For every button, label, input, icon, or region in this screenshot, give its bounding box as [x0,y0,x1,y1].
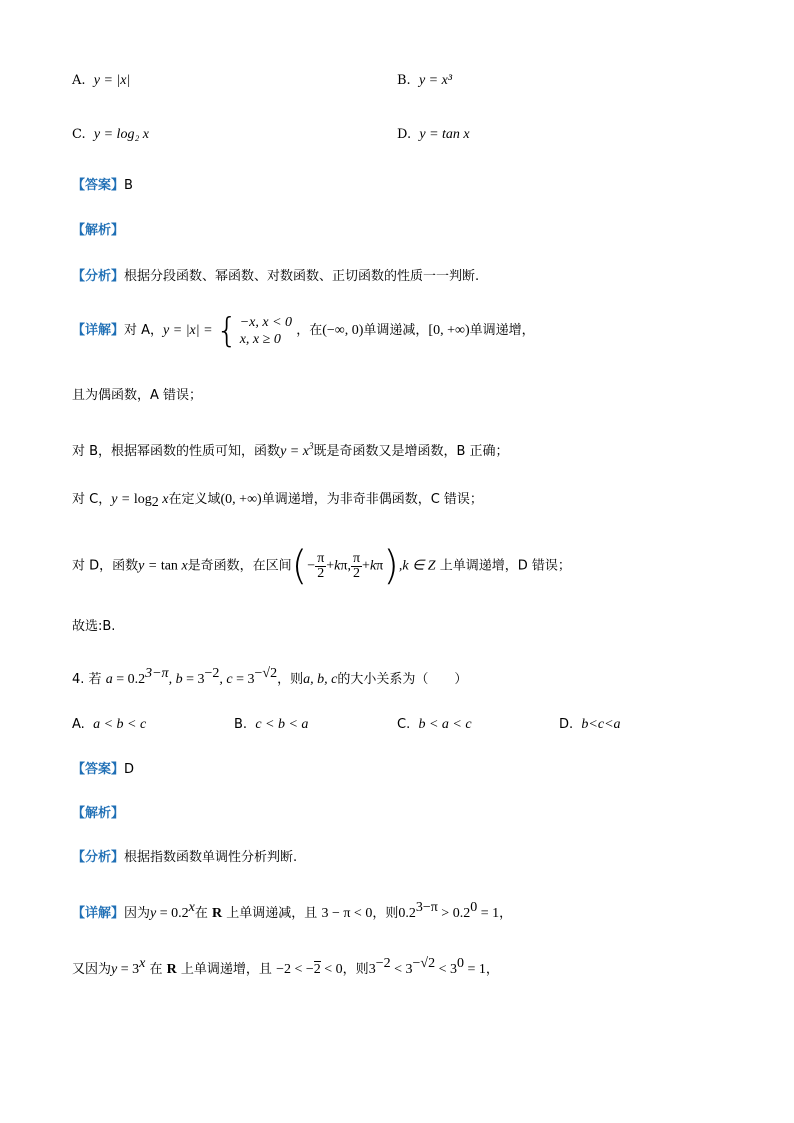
question-4: 4. 若 $a = 0.2^{3-\pi}$, $b = 3^{-2}$, $c = 3^{-√2}$，则a, b, c的大小关系为（ ） [72,666,468,687]
answer-line-1: 【答案】B [72,178,133,193]
analysis-heading-1: 【解析】 [72,223,125,238]
detail-line-2: 【详解】因为$y = 0.2^x$在 R 上单调递减，且 3 − π < 0，则$0.2^{3-\pi} > 0.2^0 = 1$， [72,900,513,921]
option-b: B. y = x³ [397,73,453,88]
option-c: C. y = log₂ x [72,127,150,142]
option-c-expr: y = log₂ x [93,127,150,142]
option-a-expr: y = |x| [93,73,131,88]
conclusion-1: 故选:B. [72,619,116,634]
option-b-expr: y = x³ [418,73,453,88]
analysis-heading-2: 【解析】 [72,806,125,821]
fenxi-line-2: 【分析】根据指数函数单调性分析判断. [72,850,298,865]
option-d: D. y = tan x [397,127,470,142]
line-last: 又因为$y = 3^x$ 在 R 上单调递增，且 −2 < −2 < 0，则$3^{-2} < 3^{-√2} < 3^0 = 1$， [72,956,499,977]
line-b: 对 B，根据幂函数的性质可知，函数$y = x^3$既是奇函数又是增函数，B 正确； [72,441,509,459]
q4-option-c: C. b < a < c [397,717,472,732]
q4-option-b: B. c < b < a [234,717,309,732]
q4-option-d: D. b<c<a [559,717,621,732]
answer-line-2: 【答案】D [72,762,135,777]
line-d: 对 D，函数y = tan x是奇函数，在区间(− $\frac{\pi}{2}$ +kπ, $\frac{\pi}{2}$ +kπ),k ∈ Z 上单调递增，D 错误； [72,543,571,589]
option-d-expr: y = tan x [419,127,470,142]
q4-option-a: A. a < b < c [72,717,147,732]
option-a: A. y = |x| [72,73,131,88]
fenxi-line-1: 【分析】根据分段函数、幂函数、对数函数、正切函数的性质一一判断. [72,269,480,284]
piecewise-cases: −x, x < 0 x, x ≥ 0 [239,314,293,347]
detail-line-1: 【详解】对 A，y = |x| = { −x, x < 0 x, x ≥ 0 ，在(−∞, 0)单调递减，[0, +∞)单调递增， [72,310,535,351]
line-a-wrong: 且为偶函数，A 错误； [72,388,203,403]
line-c: 对 C，$y = \log_2 x$在定义域(0, +∞)单调递增，为非奇非偶函数，C 错误； [72,492,483,510]
